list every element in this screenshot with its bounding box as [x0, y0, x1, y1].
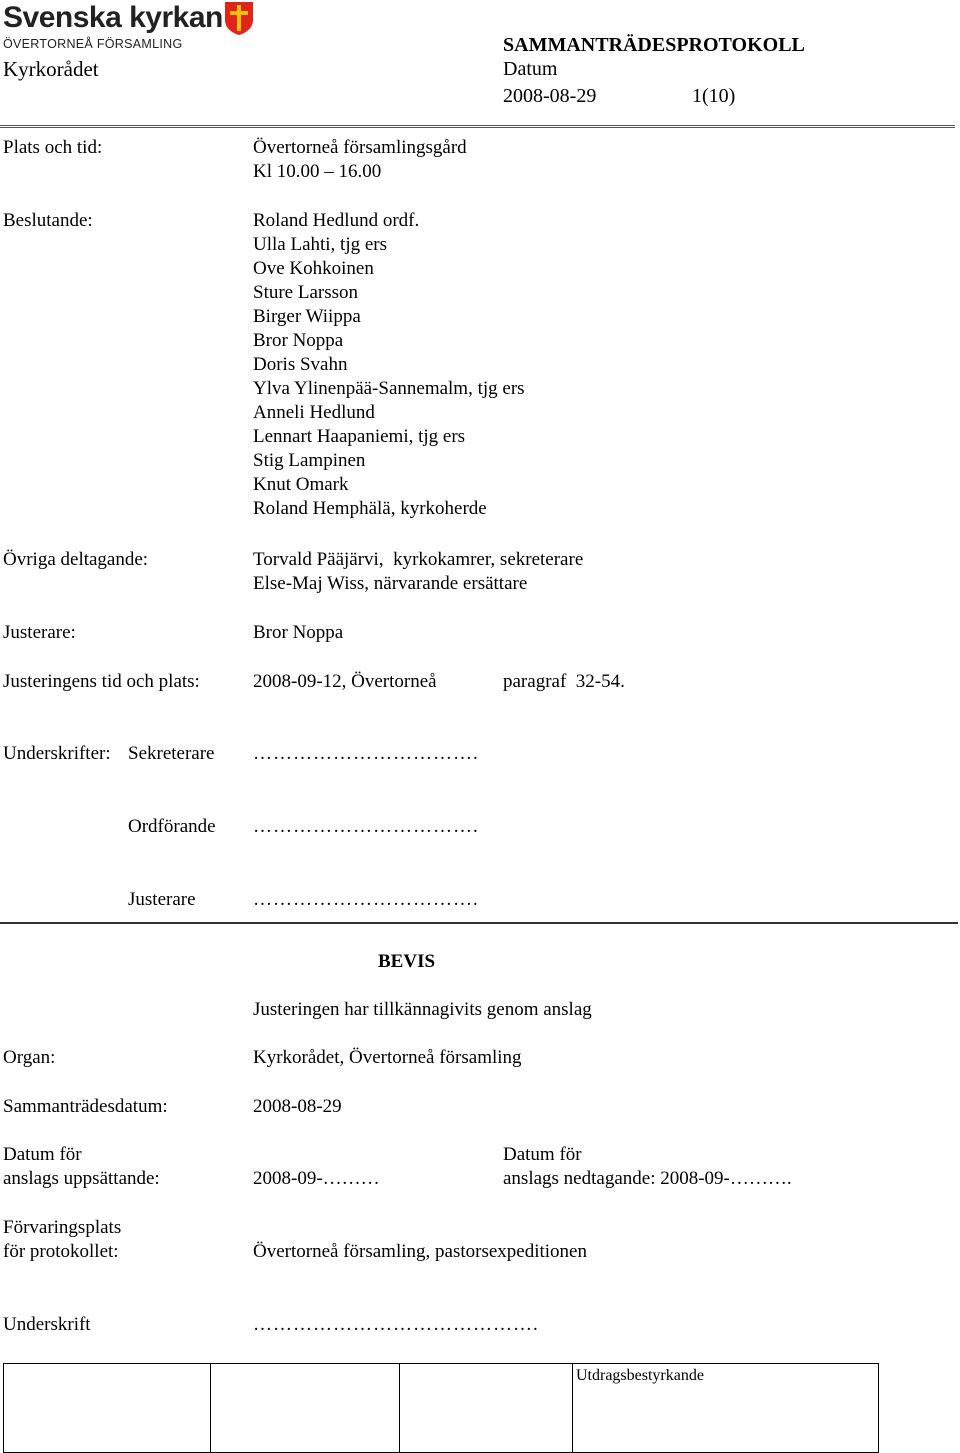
place-and-time [253, 136, 467, 184]
organ-label: Organ: [3, 1047, 56, 1068]
list-item: Bror Noppa [253, 330, 344, 351]
list-item: Roland Hedlund ordf. [253, 210, 420, 231]
organ-value: Kyrkorådet, Övertorneå församling [253, 1047, 522, 1068]
certification-table [3, 1363, 879, 1453]
adjustment-time-place: 2008-09-12, Övertorneå [253, 671, 437, 692]
table-cell [211, 1364, 400, 1453]
signature-label: Underskrift [3, 1314, 91, 1335]
meeting-date-label: Sammanträdesdatum: [3, 1096, 168, 1117]
meeting-place: Övertorneå församlingsgård [253, 137, 467, 158]
bevis-title: BEVIS [378, 951, 436, 972]
page-number: 1(10) [692, 85, 736, 107]
church-cross-logo-icon [222, 0, 256, 36]
signature-line: ……………………………………. [253, 1314, 539, 1335]
removed-date-label-line1: Datum för [503, 1144, 582, 1165]
list-item: Roland Hemphälä, kyrkoherde [253, 498, 487, 519]
removed-date-value: anslags nedtagande: 2008-09-……… [503, 1168, 787, 1189]
section-divider [0, 922, 958, 924]
list-item: Ylva Ylinenpää-Sannemalm, tjg ers [253, 378, 525, 399]
document-date: 2008-08-29 [503, 85, 597, 107]
list-item: Sture Larsson [253, 282, 359, 303]
posted-date-label-line1: Datum för [3, 1144, 82, 1165]
list-item: Anneli Hedlund [253, 402, 375, 423]
chair-label: Ordförande [128, 816, 216, 837]
list-item: Ove Kohkoinen [253, 258, 374, 279]
brand-name: Svenska kyrkan [3, 1, 223, 34]
posted-date-label [3, 1143, 160, 1191]
certificate-label: Utdragsbestyrkande [576, 1367, 704, 1384]
secretary-signature-line: ……………………………. [253, 743, 479, 764]
decision-makers-list [253, 209, 525, 521]
storage-label-line1: Förvaringsplats [3, 1217, 122, 1238]
list-item: Doris Svahn [253, 354, 348, 375]
list-item: Knut Omark [253, 474, 349, 495]
removed-date-dot: . [786, 1168, 792, 1189]
adjustment-time-label: Justeringens tid och plats: [3, 671, 200, 692]
list-item: Stig Lampinen [253, 450, 366, 471]
adjuster-signature-label: Justerare [128, 889, 196, 910]
chair-signature-line: ……………………………. [253, 816, 479, 837]
place-label: Plats och tid: [3, 137, 103, 158]
list-item: Lennart Haapaniemi, tjg ers [253, 426, 466, 447]
other-participants-list [253, 548, 583, 596]
parish-name: ÖVERTORNEÅ FÖRSAMLING [3, 37, 183, 51]
header-divider [0, 125, 955, 128]
removed-date-label-line2 [503, 1167, 792, 1191]
certificate-cell [573, 1364, 879, 1453]
org-name: Kyrkorådet [3, 57, 99, 81]
storage-value: Övertorneå församling, pastorsexpeditionen [253, 1241, 587, 1262]
date-label: Datum [503, 58, 558, 80]
adjuster-label: Justerare: [3, 622, 76, 643]
table-cell [400, 1364, 573, 1453]
storage-label-line2: för protokollet: [3, 1241, 119, 1262]
removed-date-block [503, 1143, 792, 1191]
posted-date-label-line2: anslags uppsättande: [3, 1168, 160, 1189]
table-cell [4, 1364, 211, 1453]
list-item: Birger Wiippa [253, 306, 361, 327]
secretary-label: Sekreterare [128, 743, 215, 764]
bevis-intro: Justeringen har tillkännagivits genom anslag [253, 999, 592, 1020]
decision-makers-label: Beslutande: [3, 210, 93, 231]
storage-label [3, 1216, 121, 1264]
adjuster-name: Bror Noppa [253, 622, 344, 643]
document-title: SAMMANTRÄDESPROTOKOLL [503, 34, 805, 56]
other-participants-label: Övriga deltagande: [3, 549, 149, 570]
signatures-label: Underskrifter: [3, 743, 111, 764]
meeting-time: Kl 10.00 – 16.00 [253, 161, 382, 182]
adjuster-signature-line: ……………………………. [253, 889, 479, 910]
list-item: Torvald Pääjärvi, kyrkokamrer, sekreterare [253, 549, 584, 570]
list-item: Else-Maj Wiss, närvarande ersättare [253, 573, 528, 594]
posted-date-value: 2008-09-……… [253, 1168, 380, 1189]
meeting-date-value: 2008-08-29 [253, 1096, 342, 1117]
paragraph-range: paragraf 32-54. [503, 671, 625, 692]
list-item: Ulla Lahti, tjg ers [253, 234, 388, 255]
